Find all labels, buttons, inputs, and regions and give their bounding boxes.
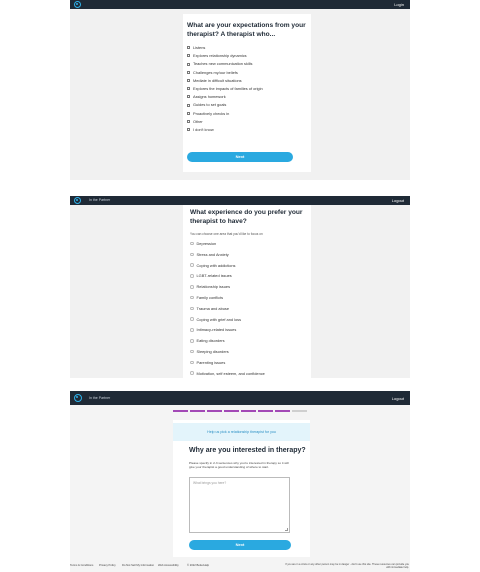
checkbox-icon[interactable] [187,112,190,115]
expectation-option[interactable] [187,78,242,83]
option-label: Coping with grief and loss [196,316,242,322]
radio-icon[interactable] [190,307,194,311]
experience-option[interactable] [190,371,265,376]
radio-icon[interactable] [190,339,194,343]
logo-icon[interactable] [74,1,81,8]
checkbox-icon[interactable] [187,63,190,66]
experience-option[interactable] [190,295,223,300]
reason-textarea[interactable] [189,477,290,533]
question-subtitle: You can choose one area that you'd like to focus on [190,232,263,236]
question-title: What experience do you prefer your therapist to have? [190,209,303,225]
option-label: Teaches new communication skills [193,61,253,67]
logo-icon[interactable] [74,394,82,402]
brand-name: In the Partner [89,198,111,202]
question-title: What are your expectations from your therapist? A therapist who... [187,22,306,38]
checkbox-icon[interactable] [187,54,190,57]
footer-link[interactable]: © 2022 BetterHelp [187,564,210,567]
screen-expectations [70,0,410,180]
progress-segment [173,410,188,412]
radio-icon[interactable] [190,350,194,354]
expectation-option[interactable] [187,102,226,107]
expectation-option[interactable] [187,119,203,124]
question-card [183,205,311,378]
progress-segment [207,410,222,412]
progress-segment [292,410,307,412]
experience-option[interactable] [190,317,241,322]
experience-option[interactable] [190,349,229,354]
checkbox-icon[interactable] [187,87,190,90]
next-button[interactable]: Next [187,152,293,162]
footer-link[interactable]: Privacy Policy [99,564,116,567]
option-label: Explores the impacts of families of origin [193,86,263,91]
option-label: I don't know [193,127,214,132]
top-nav [70,0,410,9]
option-label: Sleeping disorders [196,349,229,354]
resize-handle-icon[interactable] [285,528,288,531]
checkbox-icon[interactable] [187,71,190,74]
experience-option[interactable] [190,241,216,246]
option-label: Listens [193,45,206,50]
experience-option[interactable] [190,263,235,268]
option-label: Eating disorders [196,338,225,344]
screen-experience [70,196,410,378]
radio-icon[interactable] [190,285,194,289]
expectation-option[interactable] [187,86,263,91]
brand-name: In the Partner [89,395,111,400]
checkbox-icon[interactable] [187,128,190,131]
experience-option[interactable] [190,252,229,257]
option-label: Depression [196,241,217,246]
logout-link[interactable]: Logout [391,395,404,401]
question-title: Why are you interested in therapy? [189,447,306,454]
textarea-placeholder: What brings you here? [193,481,227,485]
checkbox-icon[interactable] [187,104,190,107]
expectation-option[interactable] [187,45,205,50]
logout-link[interactable]: Logout [391,198,404,203]
expectation-option[interactable] [187,127,214,132]
progress-segment [224,410,239,412]
option-label: Mediate in difficult situations [193,77,242,83]
expectation-option[interactable] [187,61,252,66]
option-label: Coping with addictions [196,262,236,268]
radio-icon[interactable] [190,317,194,321]
radio-icon[interactable] [190,371,194,375]
checkbox-icon[interactable] [187,79,190,82]
top-nav [70,196,410,205]
progress-segment [241,410,256,412]
info-banner: Help us pick a relationship therapist for you [173,423,310,441]
option-label: Intimacy-related issues [196,327,237,333]
radio-icon[interactable] [190,328,194,332]
next-button[interactable]: Next [189,540,291,550]
expectation-option[interactable] [187,94,226,99]
option-label: Guides to set goals [193,102,227,108]
question-card [183,14,311,172]
top-nav [70,391,410,405]
footer-link[interactable]: Terms & Conditions [70,564,94,567]
experience-option[interactable] [190,306,229,311]
footer-link[interactable]: Do Not Sell My Information [122,564,155,567]
option-label: Assigns homework [193,94,226,100]
progress-segment [258,410,273,412]
checkbox-icon[interactable] [187,46,190,49]
experience-option[interactable] [190,273,232,278]
checkbox-icon[interactable] [187,120,190,123]
experience-option[interactable] [190,360,225,365]
expectation-option[interactable] [187,53,247,58]
footer-link[interactable]: Web Accessibility [158,564,179,567]
option-label: Proactively checks in [193,110,230,116]
option-label: Relationship issues [196,284,231,290]
login-link[interactable]: Login [394,2,404,7]
option-label: Parenting issues [196,359,226,365]
option-label: Trauma and abuse [196,305,230,311]
option-label: Stress and Anxiety [196,251,229,257]
option-label: Family conflicts [196,295,224,300]
radio-icon[interactable] [190,253,194,257]
expectation-option[interactable] [187,111,229,116]
logo-icon[interactable] [74,197,81,204]
radio-icon[interactable] [190,274,194,278]
question-description: Please specify in 2-3 sentences why you're interested in therapy so it will give your therapist a good understanding of where to start. [189,461,289,470]
experience-option[interactable] [190,284,230,289]
option-label: Challenges my/our beliefs [193,69,238,75]
progress-segment [190,410,205,412]
radio-icon[interactable] [190,242,194,246]
option-label: LGBT-related issues [196,273,232,279]
experience-option[interactable] [190,327,236,332]
checkbox-icon[interactable] [187,95,190,98]
option-label: Motivation, self esteem, and confidence [196,370,265,376]
progress-segment [275,410,290,412]
radio-icon[interactable] [190,296,194,300]
option-label: Explores relationship dynamics [193,53,247,59]
experience-option[interactable] [190,338,225,343]
crisis-notice: If you are in a crisis or any other person may be in danger - don't use this site. These resources can provide you with immediate help. [285,563,409,570]
radio-icon[interactable] [190,263,194,267]
radio-icon[interactable] [190,361,194,365]
option-label: Other [193,118,203,124]
expectation-option[interactable] [187,70,238,75]
